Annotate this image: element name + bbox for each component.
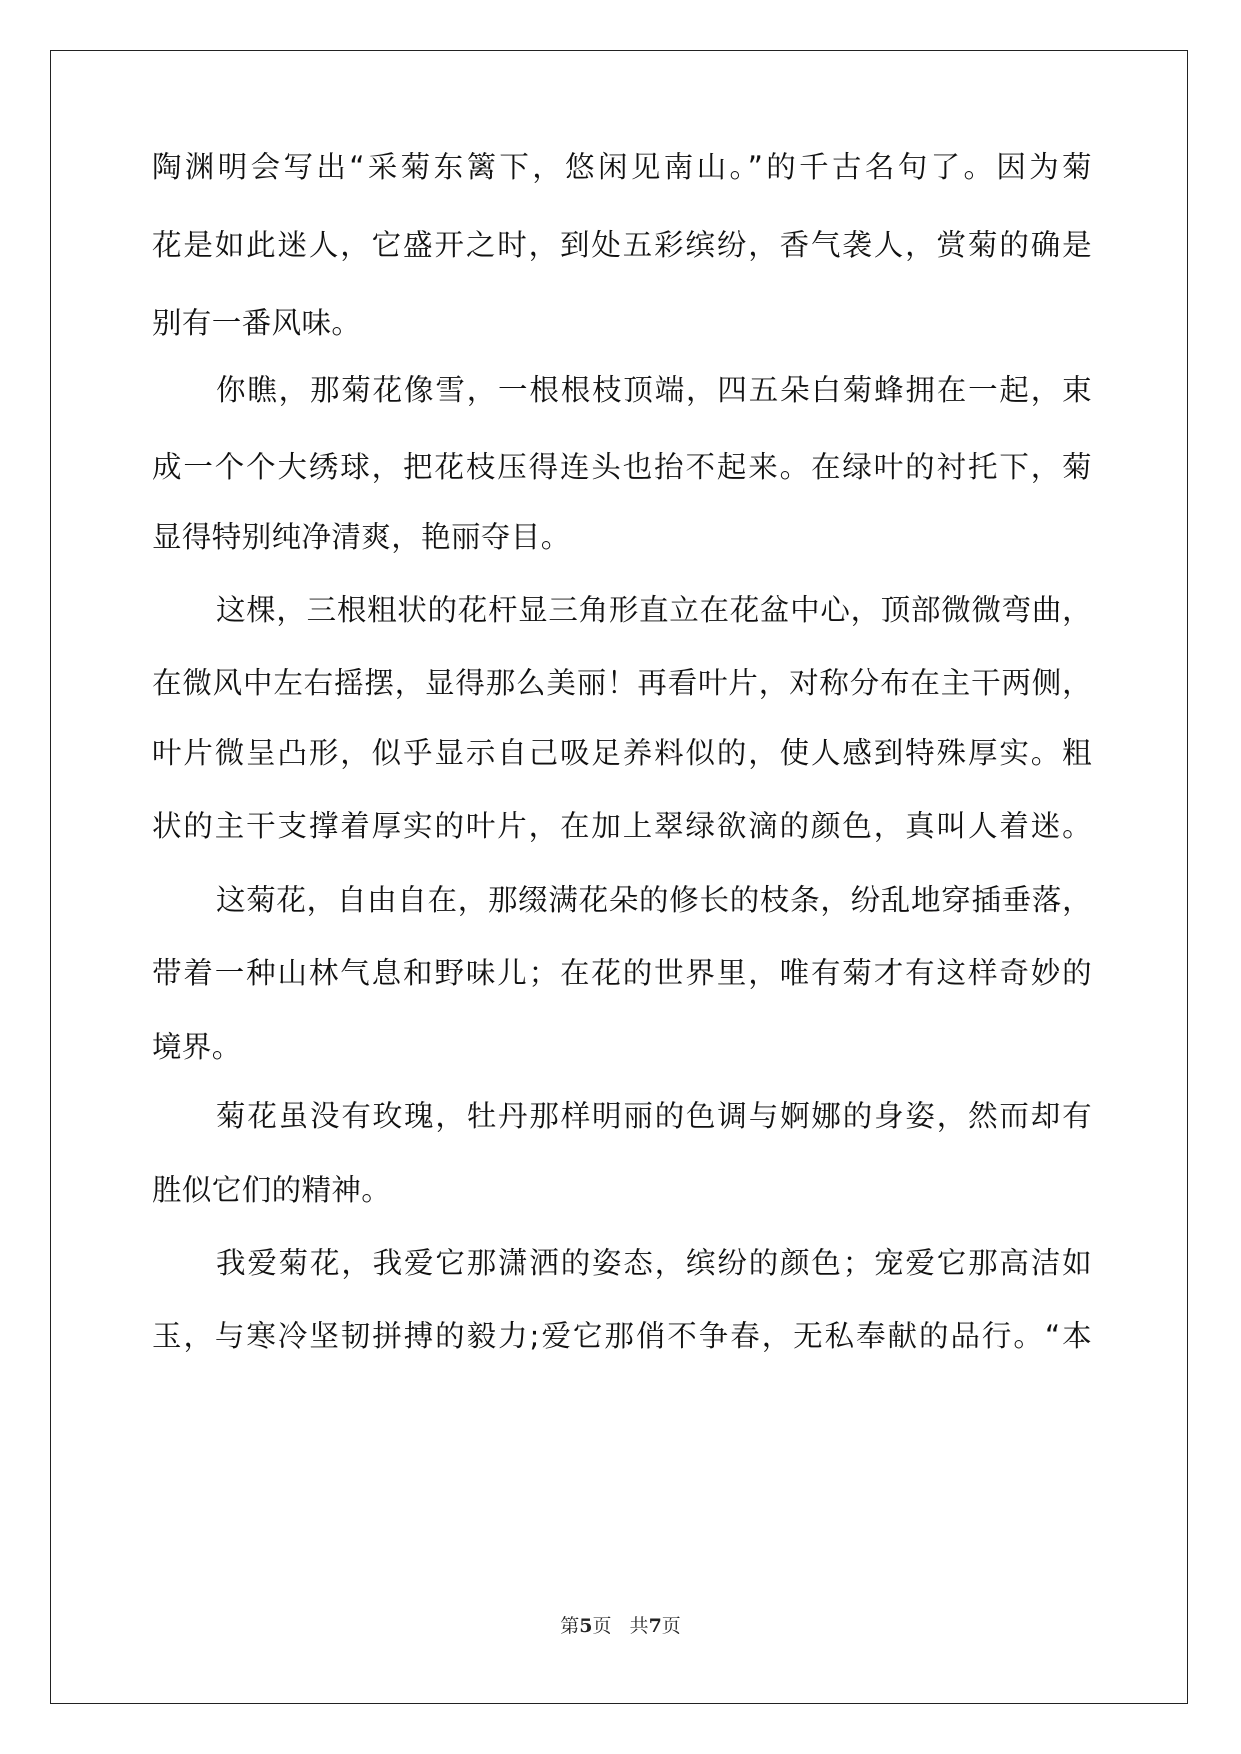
page-number-footer <box>0 1611 1241 1638</box>
current-page-number: 5 <box>579 1615 593 1637</box>
footer-prefix: 第 <box>560 1615 580 1637</box>
footer-middle: 页 共 <box>592 1615 649 1637</box>
page-border <box>50 50 1188 1704</box>
paragraph-start-line: 这棵，三根粗状的花杆显三角形直立在花盆中心，顶部微微弯曲， <box>216 593 1092 627</box>
text-line: 胜似它们的精神。 <box>152 1173 392 1207</box>
text-line: 成一个个大绣球，把花枝压得连头也抬不起来。在绿叶的衬托下，菊 <box>152 450 1092 484</box>
text-line: 花是如此迷人，它盛开之时，到处五彩缤纷，香气袭人，赏菊的确是 <box>152 228 1092 262</box>
text-line: 别有一番风味。 <box>152 306 362 340</box>
paragraph-start-line: 我爱菊花，我爱它那潇洒的姿态，缤纷的颜色；宠爱它那高洁如 <box>216 1246 1092 1280</box>
footer-suffix: 页 <box>661 1615 681 1637</box>
text-line: 玉，与寒冷坚韧拼搏的毅力;爱它那俏不争春，无私奉献的品行。“本 <box>152 1319 1092 1353</box>
text-line: 状的主干支撑着厚实的叶片，在加上翠绿欲滴的颜色，真叫人着迷。 <box>152 809 1092 843</box>
text-line: 叶片微呈凸形，似乎显示自己吸足养料似的，使人感到特殊厚实。粗 <box>152 736 1092 770</box>
text-line: 在微风中左右摇摆，显得那么美丽！再看叶片，对称分布在主干两侧， <box>152 666 1092 700</box>
paragraph-start-line: 菊花虽没有玫瑰，牡丹那样明丽的色调与婀娜的身姿，然而却有 <box>216 1099 1092 1133</box>
text-line: 陶渊明会写出“采菊东篱下，悠闲见南山。”的千古名句了。因为菊 <box>152 150 1092 184</box>
text-line: 带着一种山林气息和野味儿；在花的世界里，唯有菊才有这样奇妙的 <box>152 956 1092 990</box>
total-page-number: 7 <box>648 1615 662 1637</box>
paragraph-start-line: 你瞧，那菊花像雪，一根根枝顶端，四五朵白菊蜂拥在一起，束 <box>216 373 1092 407</box>
text-line: 显得特别纯净清爽，艳丽夺目。 <box>152 520 571 554</box>
text-line: 境界。 <box>152 1030 242 1064</box>
paragraph-start-line: 这菊花，自由自在，那缀满花朵的修长的枝条，纷乱地穿插垂落， <box>216 883 1092 917</box>
